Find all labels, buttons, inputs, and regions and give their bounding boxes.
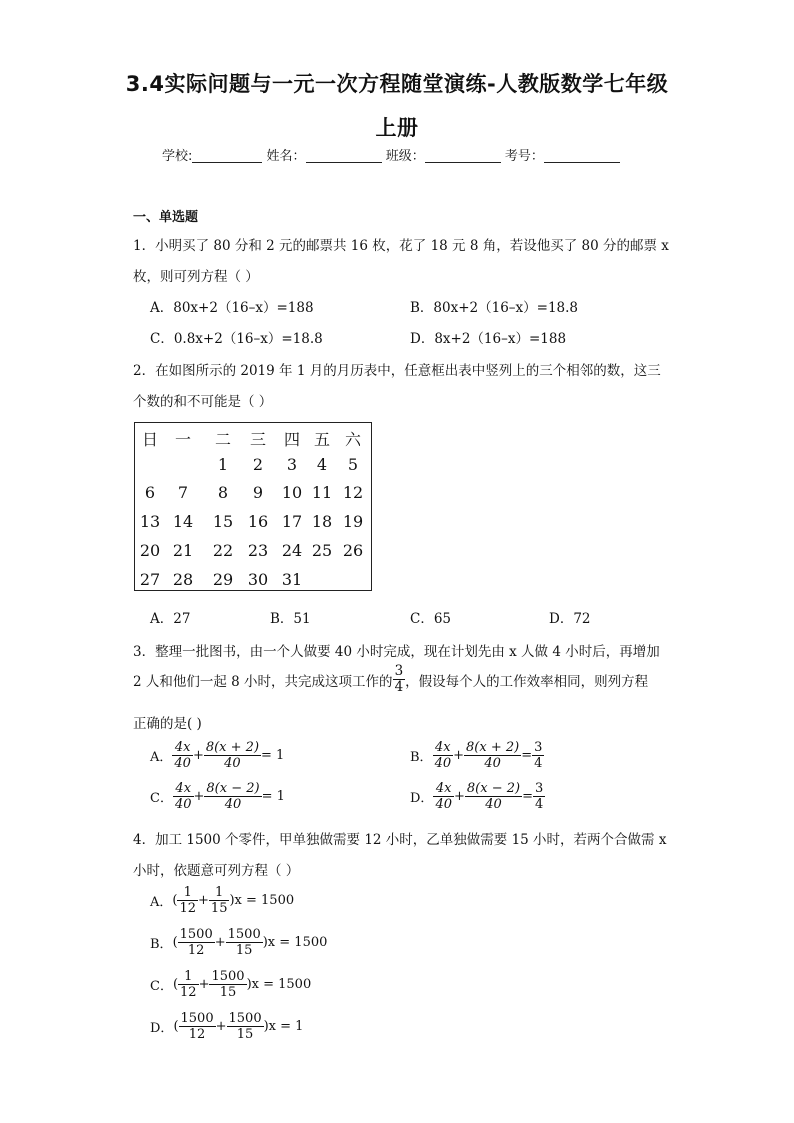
q4-option-d[interactable]: D． ( $\frac{1500}{12}$ + $\frac{1500}{15}$ )x = 1 [150, 1011, 304, 1042]
calendar-day: 8 [217, 483, 229, 502]
calendar-day: 14 [172, 512, 194, 531]
option-label: B． [150, 937, 173, 952]
calendar-day: 29 [212, 570, 234, 589]
q3-stem-line1: 3．整理一批图书，由一个人做要 40 小时完成，现在计划先由 x 人做 4 小时后，再增加 [133, 644, 660, 660]
frac-num: 4x [173, 781, 194, 797]
page-title-continued: 上册 [375, 116, 419, 140]
number-label: 考号： [504, 149, 544, 164]
frac-den: 12 [188, 1027, 206, 1042]
frac-den: 12 [180, 985, 197, 1000]
q2-stem-line2: 个数的和不可能是（ ） [133, 394, 273, 410]
calendar-day: 16 [247, 512, 269, 531]
frac-den: 40 [174, 797, 192, 812]
calendar-day: 7 [177, 483, 189, 502]
option-label: D． [150, 1021, 174, 1036]
calendar-day: 5 [347, 455, 359, 474]
calendar-day: 31 [281, 570, 303, 589]
calendar-weekday: 二 [214, 430, 231, 449]
option-label: C． [150, 979, 173, 994]
frac-num: 1500 [227, 927, 261, 942]
calendar-day: 17 [281, 512, 303, 531]
q2-option-d[interactable]: D．72 [549, 611, 591, 627]
calendar-weekday: 五 [313, 430, 330, 449]
equation-rhs: )x = 1500 [262, 935, 328, 950]
equation-rhs: )x = 1500 [246, 977, 312, 992]
calendar-day: 22 [212, 541, 234, 560]
section-heading: 一、单选题 [133, 210, 199, 225]
q4-option-c[interactable]: C． ( $\frac{1}{12}$ + $\frac{1500}{15}$ )x = 1500 [150, 969, 312, 1000]
calendar-day: 23 [247, 541, 269, 560]
q1-option-a[interactable]: A．80x+2（16–x）=188 [150, 300, 314, 316]
student-info-row [162, 145, 620, 164]
calendar-day: 12 [342, 483, 364, 502]
q1-option-b[interactable]: B．80x+2（16–x）=18.8 [410, 300, 579, 316]
q3-stem-line3: 正确的是( ) [133, 716, 202, 732]
frac-den: 40 [485, 797, 502, 812]
class-blank[interactable] [425, 148, 501, 163]
q1-stem-line2: 枚，则可列方程（ ） [133, 269, 259, 285]
equation-rhs: )x = 1500 [229, 893, 295, 908]
frac-num: 1 [209, 885, 230, 901]
q3-stem-line2 [133, 664, 648, 695]
option-label: A． [150, 895, 173, 910]
q2-option-b[interactable]: B．51 [270, 611, 311, 627]
calendar-day: 18 [311, 512, 333, 531]
frac-num: 4x [433, 740, 454, 756]
calendar-day: 2 [252, 455, 264, 474]
frac-den: 15 [235, 943, 253, 958]
frac-num: 1 [178, 969, 199, 985]
number-blank[interactable] [544, 148, 620, 163]
calendar-day: 30 [247, 570, 269, 589]
equation-rhs: )x = 1 [263, 1019, 304, 1034]
q4-option-b[interactable]: B． ( $\frac{1500}{12}$ + $\frac{1500}{15}$ )x = 1500 [150, 927, 328, 958]
class-label: 班级： [385, 149, 425, 164]
frac-den: 40 [484, 756, 501, 771]
q2-option-a[interactable]: A．27 [150, 611, 191, 627]
q4-option-a[interactable]: A． ( $\frac{1}{12}$ + $\frac{1}{15}$ )x = 1500 [150, 885, 295, 916]
calendar-weekday: 日 [141, 430, 158, 449]
q1-option-d[interactable]: D．8x+2（16–x）=188 [410, 331, 567, 347]
q4-stem-line2: 小时，依题意可列方程（ ） [133, 863, 300, 879]
frac-den: 12 [179, 901, 197, 916]
q3-option-c[interactable]: C． $\frac{4x}{40}$ + $\frac{8(x - 2)}{40}$ = 1 [150, 781, 285, 812]
calendar-table [134, 422, 372, 591]
page-title: 3.4实际问题与一元一次方程随堂演练-人教版数学七年级 [125, 72, 669, 96]
frac-den: 15 [219, 985, 237, 1000]
calendar-day: 1 [217, 455, 229, 474]
school-blank[interactable] [192, 148, 262, 163]
calendar-day: 19 [342, 512, 364, 531]
q2-option-c[interactable]: C．65 [410, 611, 452, 627]
frac-den: 4 [534, 797, 544, 812]
q3-fraction [393, 664, 406, 695]
frac-num: 8(x + 2) [205, 740, 260, 755]
calendar-day: 9 [252, 483, 264, 502]
calendar-day: 13 [139, 512, 161, 531]
frac-num: 1500 [180, 1011, 214, 1026]
frac-num: 8(x − 2) [206, 781, 260, 796]
frac-num: 1 [177, 885, 198, 901]
equation-rhs: = 1 [261, 789, 285, 804]
frac-den: 15 [210, 901, 228, 916]
option-label: C． [150, 791, 173, 806]
q3-stem-text: 2 人和他们一起 8 小时，共完成这项工作的 [133, 673, 393, 690]
calendar-weekday: 三 [249, 430, 266, 449]
q3-option-b[interactable]: B． $\frac{4x}{40}$ + $\frac{8(x + 2)}{40}$ = $\frac{3}{4}$ [410, 740, 543, 771]
q3-fraction-num: 3 [394, 663, 404, 679]
frac-num: 1500 [179, 927, 213, 942]
calendar-day: 28 [172, 570, 194, 589]
frac-den: 15 [236, 1027, 254, 1042]
frac-num: 1500 [228, 1011, 262, 1026]
calendar-weekday: 四 [283, 430, 300, 449]
calendar-day: 26 [342, 541, 364, 560]
school-label: 学校: [162, 149, 193, 164]
name-blank[interactable] [306, 148, 382, 163]
frac-num: 8(x − 2) [466, 781, 521, 796]
frac-den: 12 [187, 943, 205, 958]
frac-den: 40 [435, 797, 452, 812]
calendar-weekday: 一 [174, 430, 191, 449]
calendar-day: 21 [172, 541, 194, 560]
calendar-day: 3 [286, 455, 298, 474]
calendar-day: 24 [281, 541, 303, 560]
q3-option-d[interactable]: D． $\frac{4x}{40}$ + $\frac{8(x - 2)}{40}$ = $\frac{3}{4}$ [410, 781, 544, 812]
frac-num: 4x [172, 740, 193, 756]
name-label: 姓名： [266, 149, 306, 164]
frac-num: 3 [534, 781, 544, 796]
q3-stem-text-cont: ，假设每个人的工作效率相同，则列方程 [405, 673, 649, 690]
frac-num: 1500 [211, 969, 245, 984]
q2-stem-line1: 2．在如图所示的 2019 年 1 月的月历表中，任意框出表中竖列上的三个相邻的数，这三 [133, 363, 661, 379]
calendar-day: 4 [316, 455, 328, 474]
calendar-day: 25 [311, 541, 333, 560]
q1-stem-line1: 1．小明买了 80 分和 2 元的邮票共 16 枚，花了 18 元 8 角，若设他买了 80 分的邮票 x [133, 238, 669, 254]
frac-num: 8(x + 2) [466, 740, 520, 755]
option-label: A． [150, 750, 173, 765]
option-label: D． [410, 791, 434, 806]
calendar-day: 15 [212, 512, 234, 531]
calendar-day: 6 [144, 483, 156, 502]
q4-stem-line1: 4．加工 1500 个零件，甲单独做需要 12 小时，乙单独做需要 15 小时，若两个合做需 x [133, 832, 667, 848]
frac-den: 40 [224, 797, 242, 812]
calendar-weekday: 六 [344, 430, 361, 449]
option-label: B． [410, 750, 433, 765]
calendar-day: 10 [281, 483, 303, 502]
calendar-day: 20 [139, 541, 161, 560]
equation-rhs: = 1 [261, 748, 285, 763]
frac-den: 4 [534, 756, 543, 771]
frac-den: 40 [174, 756, 191, 771]
q3-option-a[interactable]: A． $\frac{4x}{40}$ + $\frac{8(x + 2)}{40}$ = 1 [150, 740, 285, 771]
calendar-day: 27 [139, 570, 161, 589]
q1-option-c[interactable]: C．0.8x+2（16–x）=18.8 [150, 331, 323, 347]
frac-num: 4x [433, 781, 454, 797]
frac-num: 3 [534, 740, 543, 755]
calendar-day: 11 [311, 483, 333, 502]
q3-fraction-den: 4 [394, 679, 404, 695]
frac-den: 40 [434, 756, 452, 771]
frac-den: 40 [224, 756, 241, 771]
